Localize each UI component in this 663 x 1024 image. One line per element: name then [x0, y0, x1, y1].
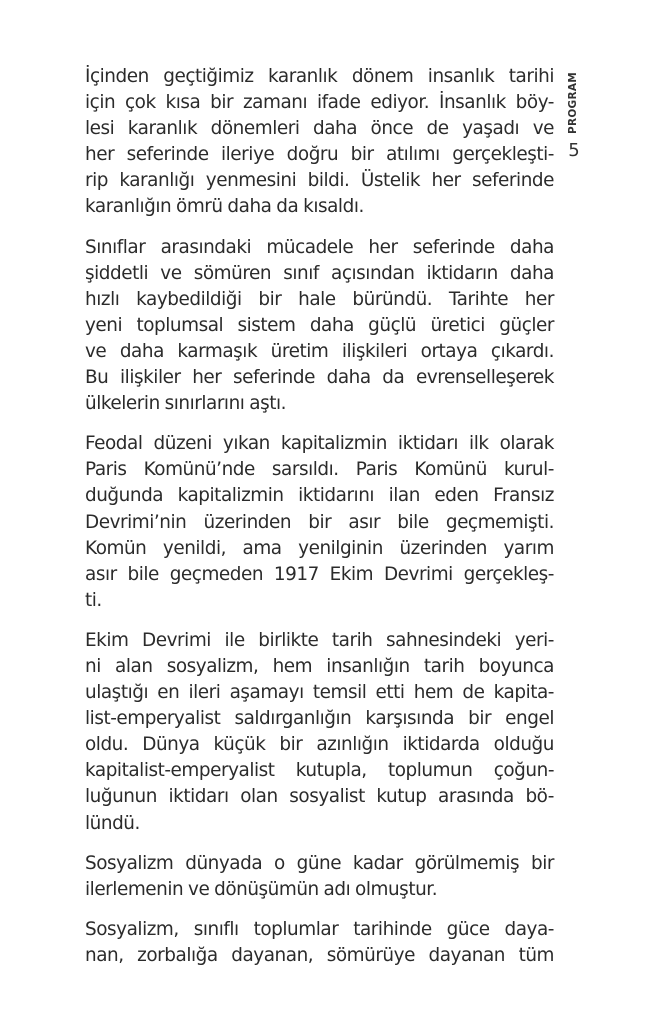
paragraph — [85, 917, 554, 969]
text-line: Feodal düzeni yıkan kapitalizmin iktidarı ilk olarak — [85, 433, 554, 455]
text-line: yeni toplumsal sistem daha güçlü üretici güçler — [85, 314, 554, 336]
running-header — [561, 73, 585, 133]
text-line: Ekim Devrimi ile birlikte tarih sahnesindeki yeri- — [85, 629, 554, 651]
paragraph — [85, 431, 554, 614]
text-line: İçinden geçtiğimiz karanlık dönem insanlık tarihi — [85, 66, 554, 87]
text-line: duğunda kapitalizmin iktidarını ilan eden Fransız — [85, 485, 554, 507]
text-line: Paris Komünü’nde sarsıldı. Paris Komünü kurul- — [85, 459, 554, 481]
text-line: oldu. Dünya küçük bir azınlığın iktidarda olduğu — [85, 734, 554, 756]
paragraph — [85, 64, 554, 221]
section-label: PROGRAM — [567, 71, 579, 135]
text-line: Sosyalizm dünyada o güne kadar görülmemiş bir — [85, 852, 554, 874]
text-line: Devrimi’nin üzerinden bir asır bile geçmemişti. — [85, 511, 554, 533]
text-line: rip karanlığı yenmesini bildi. Üstelik her seferinde — [85, 170, 554, 192]
text-line: hızlı kaybedildiği bir hale büründü. Tarihte her — [85, 288, 554, 310]
text-line: şiddetli ve sömüren sınıf açısından iktidarın daha — [85, 262, 554, 284]
text-line: için çok kısa bir zamanı ifade ediyor. İnsanlık böy- — [85, 92, 554, 114]
text-line: kapitalist-emperyalist kutupla, toplumun çoğun- — [85, 760, 554, 782]
paragraph — [85, 235, 554, 418]
text-line: ni alan sosyalizm, hem insanlığın tarih boyunca — [85, 655, 554, 677]
text-line: ülkelerin sınırlarını aştı. — [85, 393, 287, 415]
text-line: asır bile geçmeden 1917 Ekim Devrimi gerçekleş- — [85, 563, 554, 585]
body-text — [85, 64, 554, 983]
text-line: her seferinde ileriye doğru bir atılımı gerçekleşti- — [85, 144, 554, 166]
text-line: lesi karanlık dönemleri daha önce de yaşadı ve — [85, 118, 554, 140]
text-line: ve daha karmaşık üretim ilişkileri ortaya çıkardı. — [85, 340, 554, 362]
text-line: Sosyalizm, sınıflı toplumlar tarihinde güce daya- — [85, 918, 554, 940]
text-line: list-emperyalist saldırganlığın karşısında bir engel — [85, 708, 554, 730]
paragraph — [85, 628, 554, 837]
text-line: Sınıflar arasındaki mücadele her seferinde daha — [85, 236, 554, 258]
text-line: lündü. — [85, 812, 140, 834]
page-number: 5 — [568, 140, 580, 161]
text-line: ilerlemenin ve dönüşümün adı olmuştur. — [85, 878, 438, 900]
text-line: luğunun iktidarı olan sosyalist kutup arasında bö- — [85, 786, 554, 808]
text-line: nan, zorbalığa dayanan, sömürüye dayanan tüm — [85, 944, 554, 966]
text-line: Komün yenildi, ama yenilginin üzerinden yarım — [85, 537, 554, 559]
text-line: karanlığın ömrü daha da kısaldı. — [85, 196, 364, 218]
text-line: ti. — [85, 589, 102, 611]
paragraph — [85, 851, 554, 903]
text-line: Bu ilişkiler her seferinde daha da evrenselleşerek — [85, 367, 554, 389]
text-line: ulaştığı en ileri aşamayı temsil etti hem de kapita- — [85, 682, 554, 704]
